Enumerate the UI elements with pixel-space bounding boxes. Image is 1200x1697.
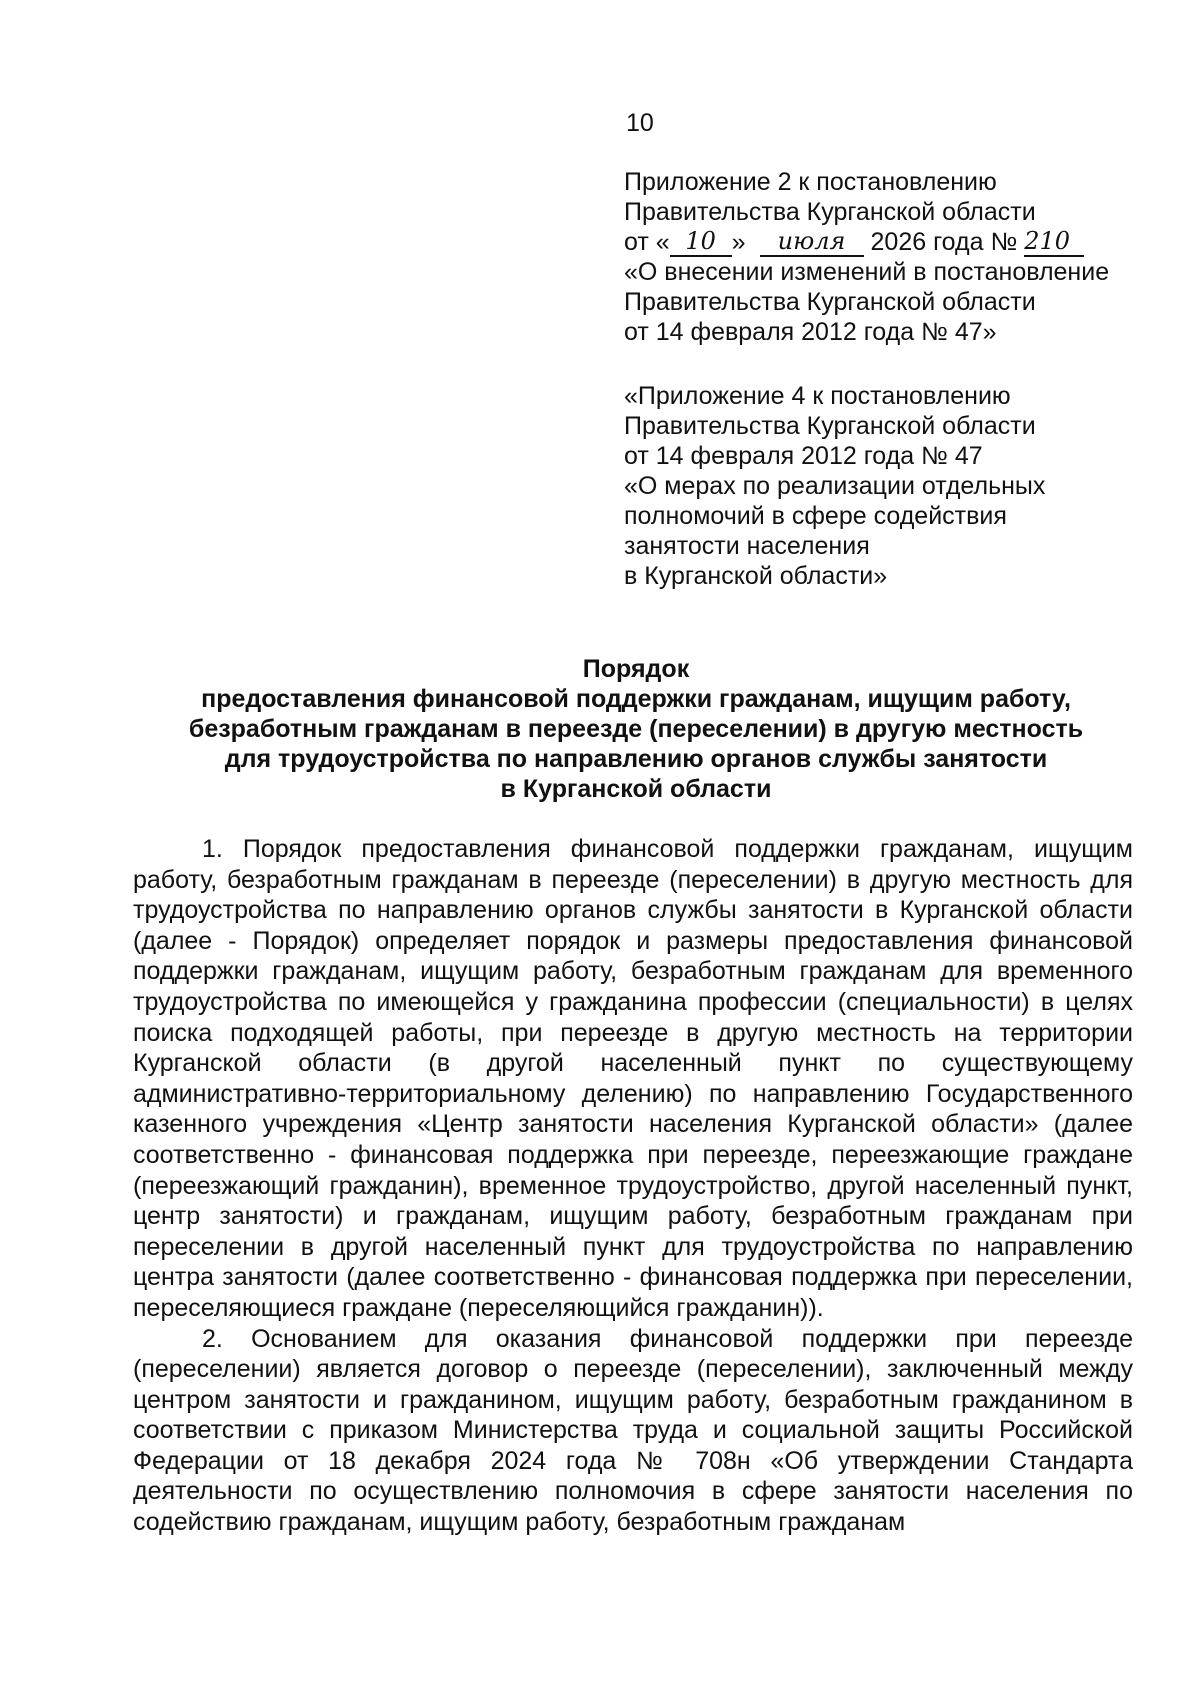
annex-line: в Курганской области» [624,562,888,590]
date-year-text: 2026 года № [870,228,1018,256]
annex-line: Правительства Курганской области [624,198,1036,226]
annex-line: от 14 февраля 2012 года № 47 [624,442,983,470]
annex-date-line [624,227,1164,257]
paragraph: 1. Порядок предоставления финансовой поддержки гражданам, ищущим работу, безработным гражданам в переезде (переселении) в другую местность для трудоустройства по направлению органов службы занятости в Курганской области (далее - Порядок) определяет порядок и размеры предоставления финансовой поддержки гражданам, ищущим работу, безработным гражданам для временного трудоустройства по имеющейся у гражданина профессии (специальности) в целях поиска подходящей работы, при переезде в другую местность на территории Курганской области (в другой населенный пункт по существующему административно-территориальному делению) по направлению Государственного казенного учреждения «Центр занятости населения Курганской области» (далее соответственно - финансовая поддержка при переезде, переезжающие граждане (переезжающий гражданин), временное трудоустройство, другой населенный пункт, центр занятости) и гражданам, ищущим работу, безработным гражданам при переселении в другой населенный пункт для трудоустройства по направлению центра занятости (далее соответственно - финансовая поддержка при переселении, переселяющиеся граждане (переселяющийся гражданин)). [133,835,1133,1322]
annex-line: Правительства Курганской области [624,412,1036,440]
date-prefix: от « [624,228,670,256]
title-line: в Курганской области [500,775,772,803]
page-number: 10 [626,109,654,137]
date-quote-close: » [731,228,746,256]
annex-line: «О внесении изменений в постановление [624,258,1110,286]
paragraph: 2. Основанием для оказания финансовой поддержки при переезде (переселении) является договор о переезде (переселении), заключенный между центром занятости и гражданином, ищущим работу, безработным гражданином в соответствии с приказом Министерства труда и социальной защиты Российской Федерации от 18 декабря 2024 года № 708н «Об утверждении Стандарта деятельности по осуществлению полномочия в сфере занятости населения по содействию гражданам, ищущим работу, безработным гражданам [133,1324,1133,1537]
annex-block-original [624,381,1164,591]
annex-line: от 14 февраля 2012 года № 47» [624,318,997,346]
title-line: безработным гражданам в переезде (переселении) в другую местность [188,715,1084,743]
annex-line: Приложение 2 к постановлению [624,168,997,196]
annex-line: Правительства Курганской области [624,288,1036,316]
document-body [133,834,1133,1538]
handwritten-month: июля [760,229,864,257]
annex-line: полномочий в сфере содействия [624,502,1007,530]
handwritten-day: 10 [670,229,732,257]
annex-line: «О мерах по реализации отдельных [624,472,1046,500]
annex-block-amendment [624,167,1164,347]
annex-line: занятости населения [624,532,870,560]
handwritten-document-number: 210 [1024,229,1084,257]
title-line: предоставления финансовой поддержки гражданам, ищущим работу, [201,685,1071,713]
title-line: для трудоустройства по направлению органов службы занятости [224,745,1048,773]
annex-line: «Приложение 4 к постановлению [624,382,1011,410]
title-line: Порядок [582,655,690,683]
document-title [0,654,1200,804]
